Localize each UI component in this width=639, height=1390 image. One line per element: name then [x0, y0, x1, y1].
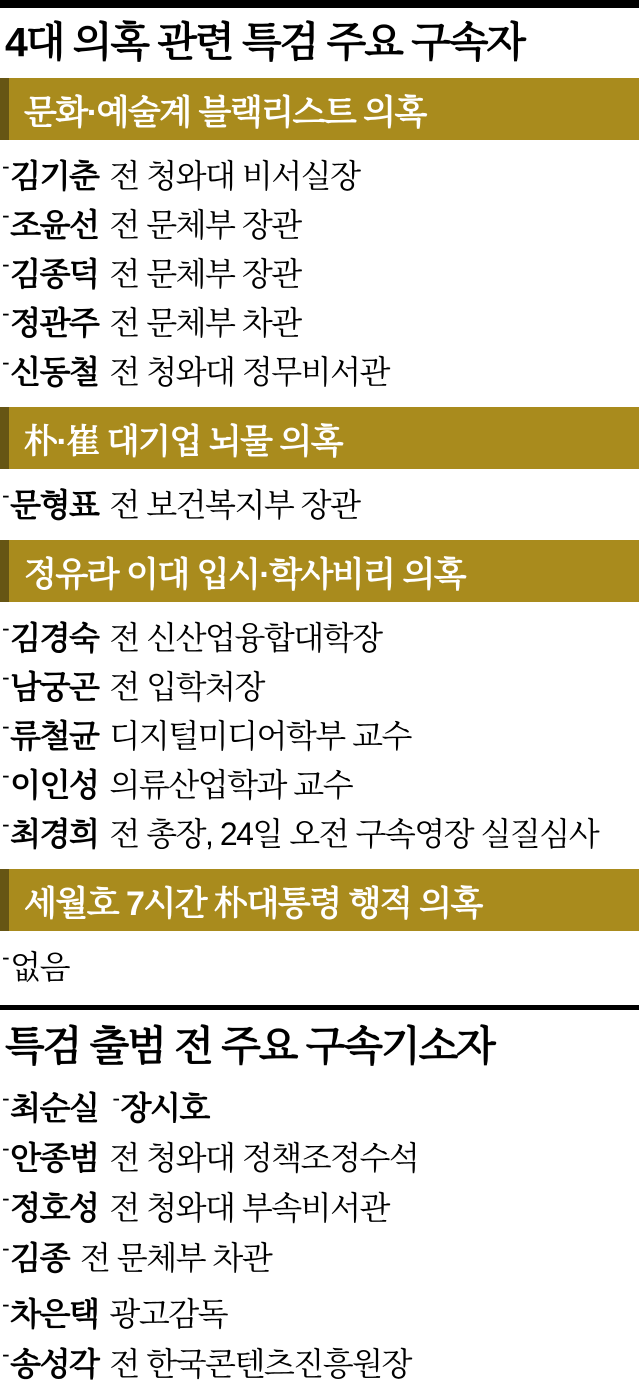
dash-bullet: -: [2, 250, 9, 277]
person-name: 최경희: [10, 815, 99, 852]
person-name: 이인성: [10, 766, 99, 803]
person-desc: 전 신산업융합대학장: [109, 619, 382, 656]
person-desc: 전 문체부 차관: [80, 1240, 272, 1277]
section-header-label: 정유라 이대 입시·학사비리 의혹: [24, 555, 466, 594]
person-name: 장시호: [120, 1090, 209, 1127]
dash-bullet: -: [2, 1135, 9, 1162]
person-name: 김기춘: [10, 157, 99, 194]
list-item: [0, 1181, 639, 1231]
dash-bullet: -: [2, 712, 9, 739]
list-item: [0, 660, 639, 709]
person-name: 문형표: [10, 486, 99, 523]
list-item: [0, 1231, 639, 1281]
person-name: 송성각: [10, 1346, 99, 1383]
list-item: [0, 1287, 639, 1337]
list-item: [0, 1131, 639, 1181]
person-desc: 전 문체부 차관: [109, 304, 301, 341]
person-name: 류철균: [10, 717, 99, 754]
person-name: 김종덕: [10, 255, 99, 292]
person-name: 안종범: [10, 1140, 99, 1177]
dash-bullet: -: [2, 348, 9, 375]
list-item: [0, 198, 639, 247]
dash-bullet: -: [2, 614, 9, 641]
person-desc: 전 문체부 장관: [109, 206, 301, 243]
dash-bullet: -: [2, 201, 9, 228]
person-name: 김경숙: [10, 619, 99, 656]
section-header-label: 문화·예술계 블랙리스트 의혹: [24, 93, 426, 132]
person-desc: 광고감독: [109, 1296, 228, 1333]
list-item: [0, 478, 639, 527]
list-item: [0, 296, 639, 345]
dash-bullet: -: [2, 481, 9, 508]
person-desc: 디지털미디어학부 교수: [109, 717, 411, 754]
person-name: 정관주: [10, 304, 99, 341]
dash-bullet: -: [2, 1291, 9, 1318]
person-desc: 전 보건복지부 장관: [109, 486, 360, 523]
person-name: 정호성: [10, 1190, 99, 1227]
dash-bullet: -: [112, 1085, 119, 1112]
person-name: 신동철: [10, 353, 99, 390]
person-desc: 전 입학처장: [109, 668, 264, 705]
section-header-label: 세월호 7시간 朴대통령 행적 의혹: [24, 884, 482, 923]
list-item: [0, 611, 639, 660]
dash-bullet: -: [2, 1085, 9, 1112]
person-name: 최순실: [10, 1090, 99, 1127]
section-header-label: 朴·崔 대기업 뇌물 의혹: [24, 422, 343, 461]
dash-bullet: -: [2, 152, 9, 179]
person-desc: 전 청와대 정책조정수석: [109, 1140, 419, 1177]
page-title: 4대 의혹 관련 특검 주요 구속자: [5, 19, 525, 65]
dash-bullet: -: [2, 810, 9, 837]
ewha-item-list: [0, 602, 639, 856]
person-name: 조윤선: [10, 206, 99, 243]
section-divider-rule: [0, 1005, 639, 1010]
dash-bullet: -: [2, 1185, 9, 1212]
section-header-blacklist: [0, 78, 639, 140]
person-name: 김종: [10, 1240, 69, 1277]
top-rule: [0, 0, 639, 8]
bribery-item-list: [0, 469, 639, 527]
section-header-ewha: [0, 540, 639, 602]
person-name: 차은택: [10, 1296, 99, 1333]
second-list-title: 특검 출범 전 주요 구속기소자: [5, 1023, 494, 1070]
sewol-item-list: [0, 931, 639, 989]
person-desc: 전 청와대 비서실장: [109, 157, 360, 194]
dash-bullet: -: [2, 943, 9, 970]
dash-bullet: -: [2, 663, 9, 690]
section-header-sewol: [0, 869, 639, 931]
dash-bullet: -: [2, 299, 9, 326]
list-item: [0, 247, 639, 296]
list-item: [0, 807, 639, 856]
dash-bullet: -: [2, 1341, 9, 1368]
dash-bullet: -: [2, 761, 9, 788]
person-desc: 전 청와대 부속비서관: [109, 1190, 389, 1227]
list-item: [0, 758, 639, 807]
list-item: [0, 709, 639, 758]
person-name: 남궁곤: [10, 668, 99, 705]
list-item: [0, 345, 639, 394]
pre-probe-indicted-list: [0, 1069, 639, 1387]
person-desc: 전 문체부 장관: [109, 255, 301, 292]
section-header-bribery: [0, 407, 639, 469]
dash-bullet: -: [2, 1235, 9, 1262]
person-desc: 전 총장, 24일 오전 구속영장 실질심사: [109, 815, 599, 852]
person-desc: 전 청와대 정무비서관: [109, 353, 389, 390]
list-item: [0, 1337, 639, 1387]
list-item: [0, 149, 639, 198]
list-item: [0, 940, 639, 989]
list-item: [0, 1081, 639, 1131]
none-label: 없음: [10, 948, 69, 985]
person-desc: 의류산업학과 교수: [109, 766, 353, 803]
person-desc: 전 한국콘텐츠진흥원장: [109, 1346, 411, 1383]
blacklist-item-list: [0, 140, 639, 394]
